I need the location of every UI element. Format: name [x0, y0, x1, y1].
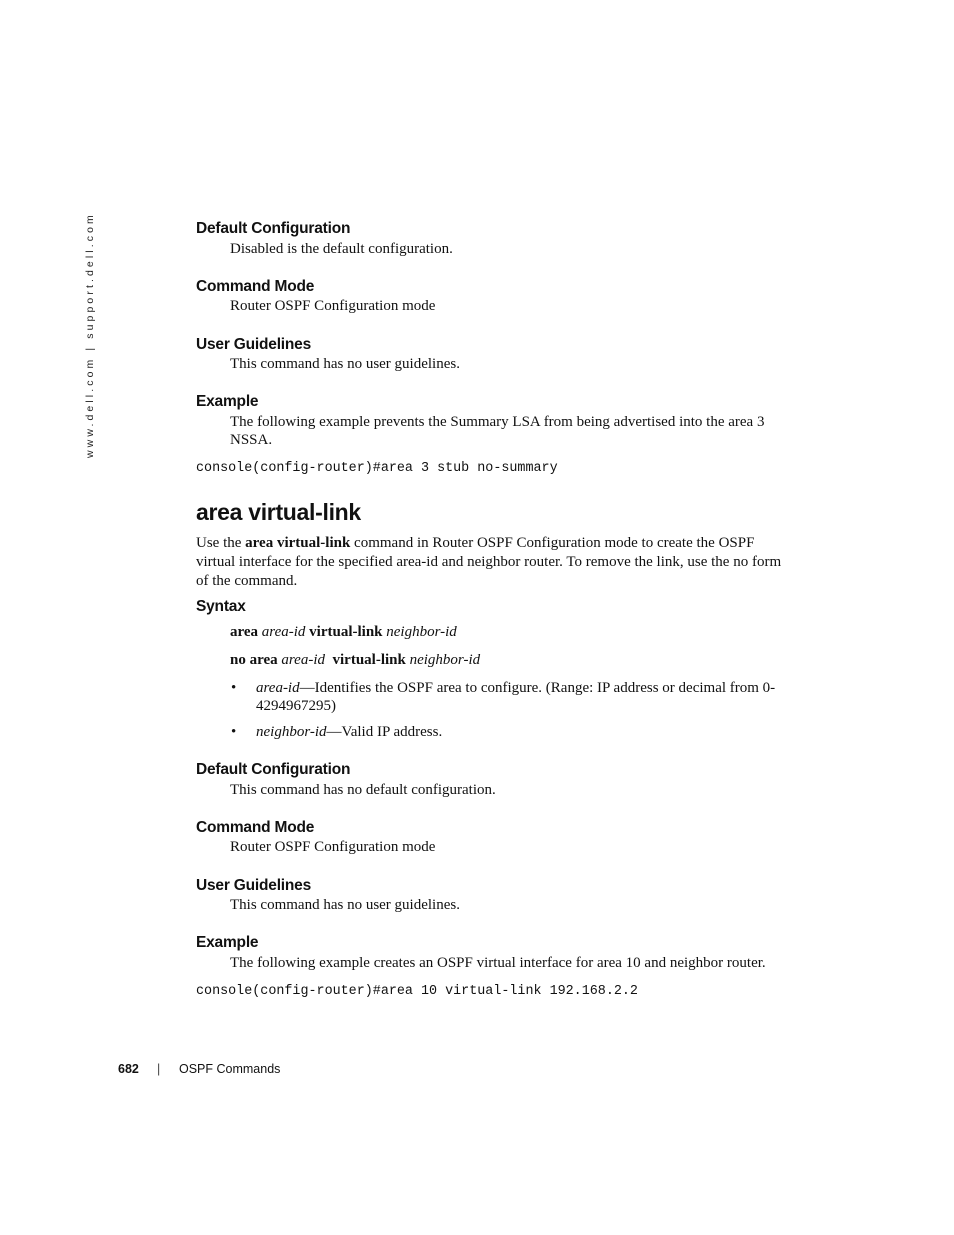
- intro-line2: virtual interface for the specified area-id and neighbor router. To remove the link, use the no form: [196, 554, 782, 570]
- syntax-heading: Syntax: [196, 598, 246, 615]
- syntax-argument: area-id: [261, 624, 306, 640]
- command-mode-heading: Command Mode: [196, 819, 315, 836]
- syntax-line2: [230, 652, 480, 669]
- param-area-id: [256, 680, 775, 697]
- page-number: 682: [118, 1062, 139, 1076]
- command-mode-heading: Command Mode: [196, 278, 315, 295]
- syntax-argument: neighbor-id: [409, 652, 481, 668]
- syntax-keyword: virtual-link: [309, 624, 383, 640]
- command-mode-text: Router OSPF Configuration mode: [230, 298, 436, 314]
- intro-line3: of the command.: [196, 573, 298, 589]
- bullet-icon: •: [231, 680, 237, 696]
- user-guidelines-heading: User Guidelines: [196, 336, 312, 353]
- syntax-keyword: area: [230, 624, 259, 640]
- bullet-icon: •: [231, 724, 237, 740]
- intro-line1: [196, 535, 754, 552]
- user-guidelines-heading: User Guidelines: [196, 877, 312, 894]
- user-guidelines-text: This command has no user guidelines.: [230, 356, 460, 372]
- chapter-title: OSPF Commands: [179, 1062, 281, 1076]
- default-config-text: This command has no default configuration.: [230, 782, 496, 798]
- command-keyword: area virtual-link: [245, 535, 351, 551]
- example-heading: Example: [196, 934, 259, 951]
- param-area-id-line2: 4294967295): [256, 698, 336, 714]
- intro-text: command in Router OSPF Configuration mode to create the OSPF: [350, 535, 755, 551]
- example-text-line2: NSSA.: [230, 432, 273, 448]
- section-title: area virtual-link: [196, 499, 361, 525]
- param-name: neighbor-id: [256, 724, 327, 740]
- side-url: www.dell.com | support.dell.com: [84, 212, 96, 458]
- default-config-heading: Default Configuration: [196, 220, 351, 237]
- syntax-line1: [230, 624, 457, 641]
- footer-separator: |: [157, 1062, 161, 1076]
- param-description: —Valid IP address.: [326, 724, 443, 740]
- syntax-keyword: virtual-link: [332, 652, 406, 668]
- param-neighbor-id: [256, 724, 442, 741]
- example-code: console(config-router)#area 10 virtual-link 192.168.2.2: [196, 984, 638, 999]
- user-guidelines-text: This command has no user guidelines.: [230, 897, 460, 913]
- default-config-text: Disabled is the default configuration.: [230, 241, 453, 257]
- param-description: —Identifies the OSPF area to configure. (Range: IP address or decimal from 0-: [299, 680, 776, 696]
- command-mode-text: Router OSPF Configuration mode: [230, 839, 436, 855]
- example-text: The following example creates an OSPF virtual interface for area 10 and neighbor router.: [230, 955, 766, 971]
- example-code: console(config-router)#area 3 stub no-summary: [196, 461, 558, 476]
- example-text-line1: The following example prevents the Summary LSA from being advertised into the area 3: [230, 414, 765, 430]
- syntax-argument: area-id: [281, 652, 325, 668]
- intro-text: Use the: [196, 535, 246, 551]
- example-heading: Example: [196, 393, 259, 410]
- syntax-keyword: no area: [230, 652, 278, 668]
- default-config-heading: Default Configuration: [196, 761, 351, 778]
- syntax-argument: neighbor-id: [386, 624, 457, 640]
- param-name: area-id: [256, 680, 300, 696]
